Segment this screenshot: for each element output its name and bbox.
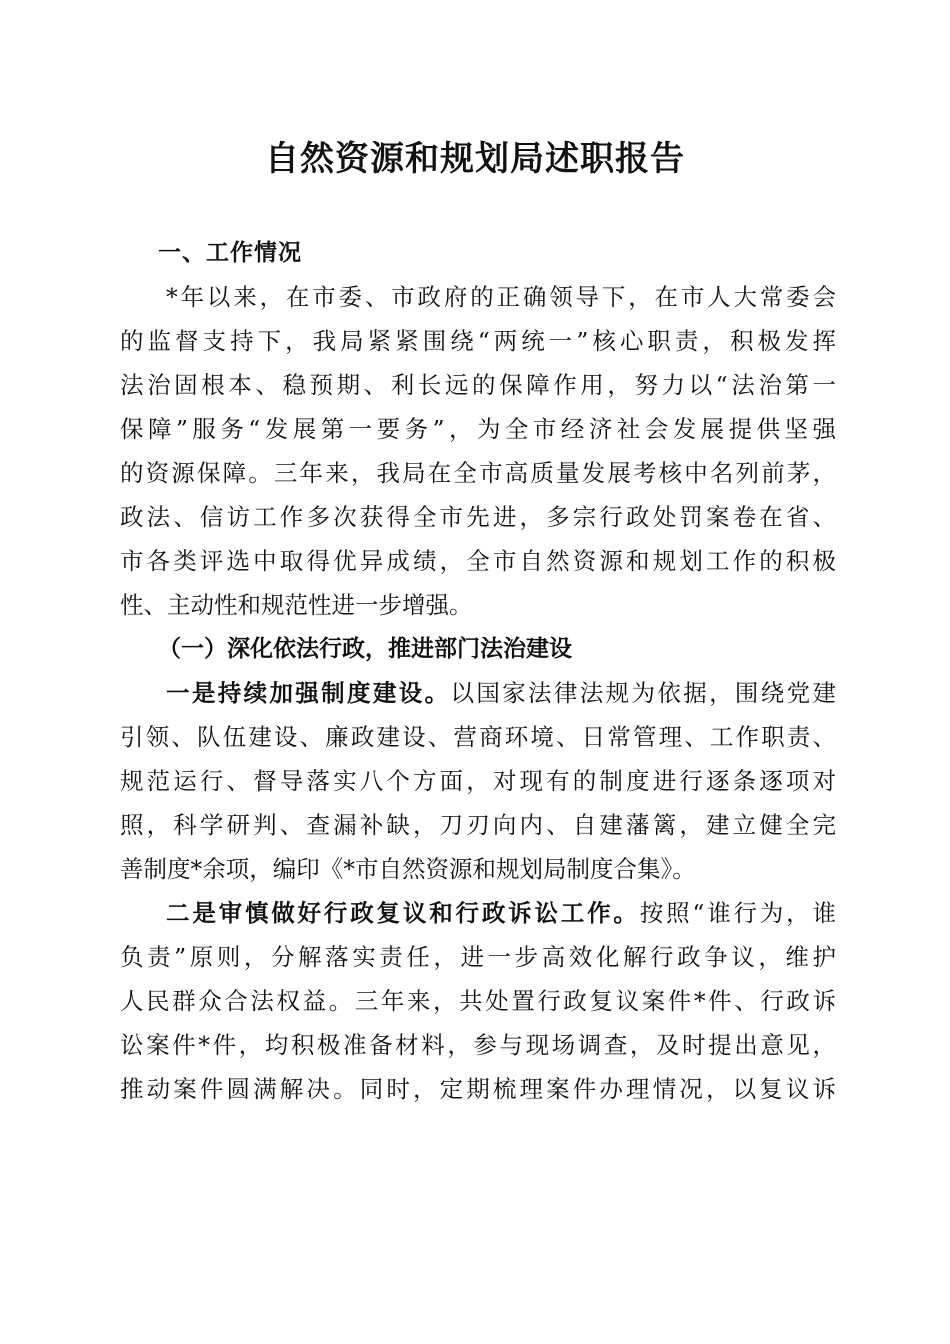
paragraph-line: 照，科学研判、查漏补缺，刀刃向内、自建藩篱，建立健全完 <box>120 811 836 839</box>
paragraph-line: 负责”原则，分解落实责任，进一步高效化解行政争议，维护 <box>120 943 836 971</box>
paragraph-line: 政法、信访工作多次获得全市先进，多宗行政处罚案卷在省、 <box>120 503 836 531</box>
paragraph-line: 讼案件*件，均积极准备材料，参与现场调查，及时提出意见， <box>120 1031 836 1059</box>
paragraph-line: 保障”服务“发展第一要务”，为全市经济社会发展提供坚强 <box>120 415 836 443</box>
paragraph-line: 推动案件圆满解决。同时，定期梳理案件办理情况，以复议诉 <box>120 1075 836 1103</box>
paragraph-line: 性、主动性和规范性进一步增强。 <box>120 591 473 619</box>
paragraph-lead: 二是审慎做好行政复议和行政诉讼工作。 <box>166 899 640 927</box>
paragraph-lead: 一是持续加强制度建设。 <box>166 679 451 707</box>
subsection-heading: （一）深化依法行政，推进部门法治建设 <box>158 636 572 662</box>
paragraph-line: 的监督支持下，我局紧紧围绕“两统一”核心职责，积极发挥 <box>120 327 836 355</box>
paragraph-line: *年以来，在市委、市政府的正确领导下，在市人大常委会 <box>166 283 836 311</box>
paragraph-text: 以国家法律法规为依据，围绕党建 <box>450 679 837 707</box>
paragraph-text: 按照“谁行为，谁 <box>639 899 836 927</box>
paragraph-line <box>120 671 836 715</box>
section-heading: 一、工作情况 <box>158 240 302 266</box>
document-title: 自然资源和规划局述职报告 <box>265 139 685 179</box>
document-body <box>120 231 836 1111</box>
paragraph-line: 人民群众合法权益。三年来，共处置行政复议案件*件、行政诉 <box>120 987 836 1015</box>
paragraph-line: 引领、队伍建设、廉政建设、营商环境、日常管理、工作职责、 <box>120 723 836 751</box>
paragraph-line: 的资源保障。三年来，我局在全市高质量发展考核中名列前茅， <box>120 459 836 487</box>
paragraph-line: 市各类评选中取得优异成绩，全市自然资源和规划工作的积极 <box>120 547 836 575</box>
paragraph-line: 善制度*余项，编印《*市自然资源和规划局制度合集》。 <box>120 855 696 883</box>
paragraph-line: 规范运行、督导落实八个方面，对现有的制度进行逐条逐项对 <box>120 767 836 795</box>
paragraph-line <box>120 891 836 935</box>
paragraph-line: 法治固根本、稳预期、利长远的保障作用，努力以“法治第一 <box>120 371 836 399</box>
